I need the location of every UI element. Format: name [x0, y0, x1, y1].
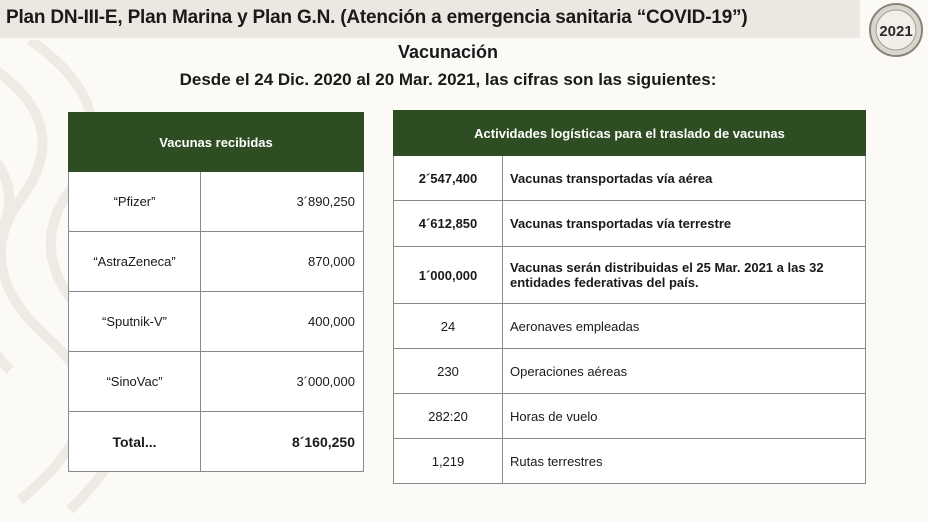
- table-row: [394, 247, 866, 304]
- table-row: [69, 232, 364, 292]
- logistics-value: 2´547,400: [394, 156, 503, 201]
- logistics-description: Vacunas serán distribuidas el 25 Mar. 2021 a las 32 entidades federativas del país.: [503, 247, 866, 304]
- logistics-value: 1,219: [394, 439, 503, 484]
- vaccine-name: “Sputnik-V”: [69, 292, 201, 352]
- vaccine-count: 3´000,000: [201, 352, 364, 412]
- total-value: 8´160,250: [201, 412, 364, 472]
- table-row: [394, 439, 866, 484]
- vaccine-count: 3´890,250: [201, 172, 364, 232]
- vaccine-name: “SinoVac”: [69, 352, 201, 412]
- vaccines-table-header: Vacunas recibidas: [69, 113, 364, 172]
- table-row: [394, 394, 866, 439]
- table-row: [69, 292, 364, 352]
- logistics-description: Horas de vuelo: [503, 394, 866, 439]
- logistics-value: 282:20: [394, 394, 503, 439]
- date-range: Desde el 24 Dic. 2020 al 20 Mar. 2021, las cifras son las siguientes:: [179, 70, 717, 89]
- total-label: Total...: [69, 412, 201, 472]
- table-row: [394, 304, 866, 349]
- vaccine-name: “AstraZeneca”: [69, 232, 201, 292]
- table-row: [394, 201, 866, 247]
- page-title: Plan DN-III-E, Plan Marina y Plan G.N. (Atención a emergencia sanitaria “COVID-19”): [6, 7, 748, 28]
- vaccine-name: “Pfizer”: [69, 172, 201, 232]
- logistics-description: Vacunas transportadas vía terrestre: [503, 201, 866, 247]
- logistics-table-header: Actividades logísticas para el traslado de vacunas: [394, 111, 866, 156]
- logistics-description: Aeronaves empleadas: [503, 304, 866, 349]
- section-title: Vacunación: [397, 42, 499, 62]
- total-row: [69, 412, 364, 472]
- logistics-value: 1´000,000: [394, 247, 503, 304]
- table-row: [69, 352, 364, 412]
- logistics-table: [393, 110, 866, 484]
- vaccine-count: 870,000: [201, 232, 364, 292]
- seal-year: 2021: [879, 23, 913, 40]
- vaccines-received-table: [68, 112, 364, 472]
- logistics-description: Rutas terrestres: [503, 439, 866, 484]
- vaccine-count: 400,000: [201, 292, 364, 352]
- logistics-value: 4´612,850: [394, 201, 503, 247]
- logistics-value: 230: [394, 349, 503, 394]
- table-row: [394, 349, 866, 394]
- logistics-description: Vacunas transportadas vía aérea: [503, 156, 866, 201]
- table-row: [69, 172, 364, 232]
- logistics-value: 24: [394, 304, 503, 349]
- logistics-description: Operaciones aéreas: [503, 349, 866, 394]
- table-row: [394, 156, 866, 201]
